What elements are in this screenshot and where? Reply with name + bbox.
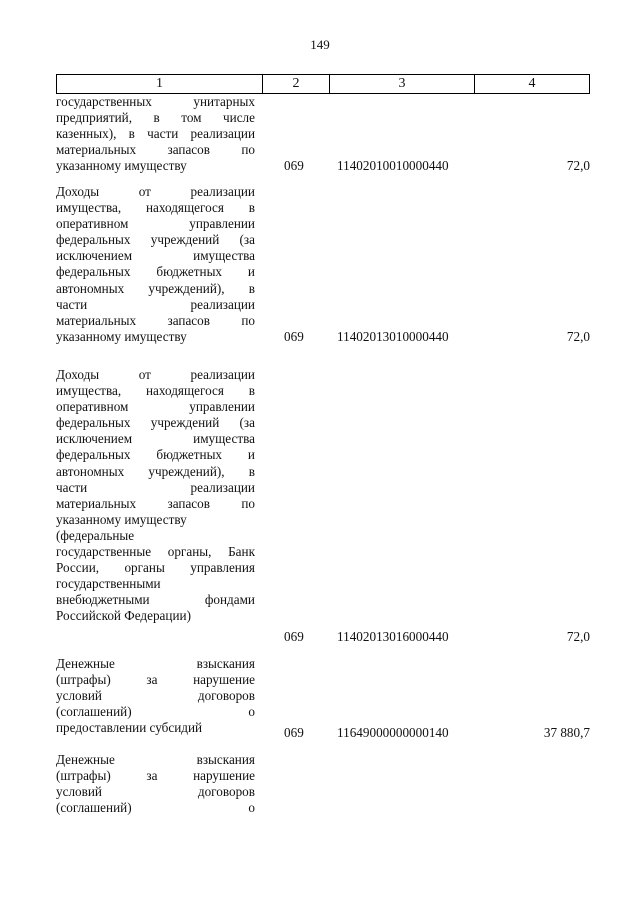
description-line: части реализации [56,479,255,495]
row-description [56,184,255,345]
admin-code: 069 [284,629,304,644]
header-col-3: 3 [330,75,475,93]
description-line: автономных учреждений), в [56,463,255,479]
budget-code: 11402010010000440 [337,158,449,173]
description-line: внебюджетными фондами [56,592,255,608]
budget-code: 11402013016000440 [337,629,449,644]
description-line: казенных), в части реализации [56,126,255,142]
description-line: указанному имуществу [56,328,187,344]
description-line: указанному имуществу [56,158,187,174]
description-line: Денежные взыскания [56,656,255,671]
header-col-4: 4 [475,75,590,93]
budget-code: 11402013010000440 [337,329,449,344]
description-line: условий договоров [56,688,255,704]
description-line: федеральных бюджетных и [56,447,255,463]
admin-code: 069 [284,158,304,173]
description-line: (штрафы) за нарушение [56,768,255,784]
description-line: исключением имущества [56,431,255,447]
table-header [56,74,590,94]
description-line: материальных запасов по [56,495,255,511]
description-line: оперативном управлении [56,216,255,232]
row-description [56,94,255,174]
description-line: имущества, находящегося в [56,200,255,216]
header-col-1: 1 [56,75,263,93]
description-line: Денежные взыскания [56,752,255,767]
row-description [56,367,255,625]
row-description [56,656,255,736]
description-line: федеральных учреждений (за [56,415,255,431]
description-line: исключением имущества [56,248,255,264]
admin-code: 069 [284,329,304,344]
description-line: указанному имуществу [56,511,187,527]
description-line: Доходы от реализации [56,184,255,199]
description-line: России, органы управления [56,560,255,576]
page-number: 149 [310,37,330,52]
amount: 72,0 [566,329,590,344]
description-line: (соглашений) о [56,800,255,816]
description-line: материальных запасов по [56,312,255,328]
description-line: (штрафы) за нарушение [56,672,255,688]
admin-code: 069 [284,725,304,740]
description-line: федеральных бюджетных и [56,264,255,280]
description-line: предоставлении субсидий [56,720,203,736]
description-line: оперативном управлении [56,399,255,415]
description-line: государственные органы, Банк [56,544,255,560]
amount: 72,0 [566,158,590,173]
description-line: федеральных учреждений (за [56,232,255,248]
description-line: государственными [56,576,161,592]
row-description [56,752,255,816]
amount: 72,0 [566,629,590,644]
description-line: (федеральные [56,527,135,543]
description-line: имущества, находящегося в [56,383,255,399]
description-line: материальных запасов по [56,142,255,158]
header-col-2: 2 [263,75,330,93]
amount: 37 880,7 [543,725,590,740]
description-line: части реализации [56,296,255,312]
description-line: (соглашений) о [56,704,255,720]
description-line: условий договоров [56,784,255,800]
description-line: Доходы от реализации [56,367,255,382]
description-line: Российской Федерации) [56,608,191,624]
description-line: автономных учреждений), в [56,280,255,296]
budget-code: 11649000000000140 [337,725,449,740]
description-line: предприятий, в том числе [56,110,255,126]
description-line: государственных унитарных [56,94,255,109]
